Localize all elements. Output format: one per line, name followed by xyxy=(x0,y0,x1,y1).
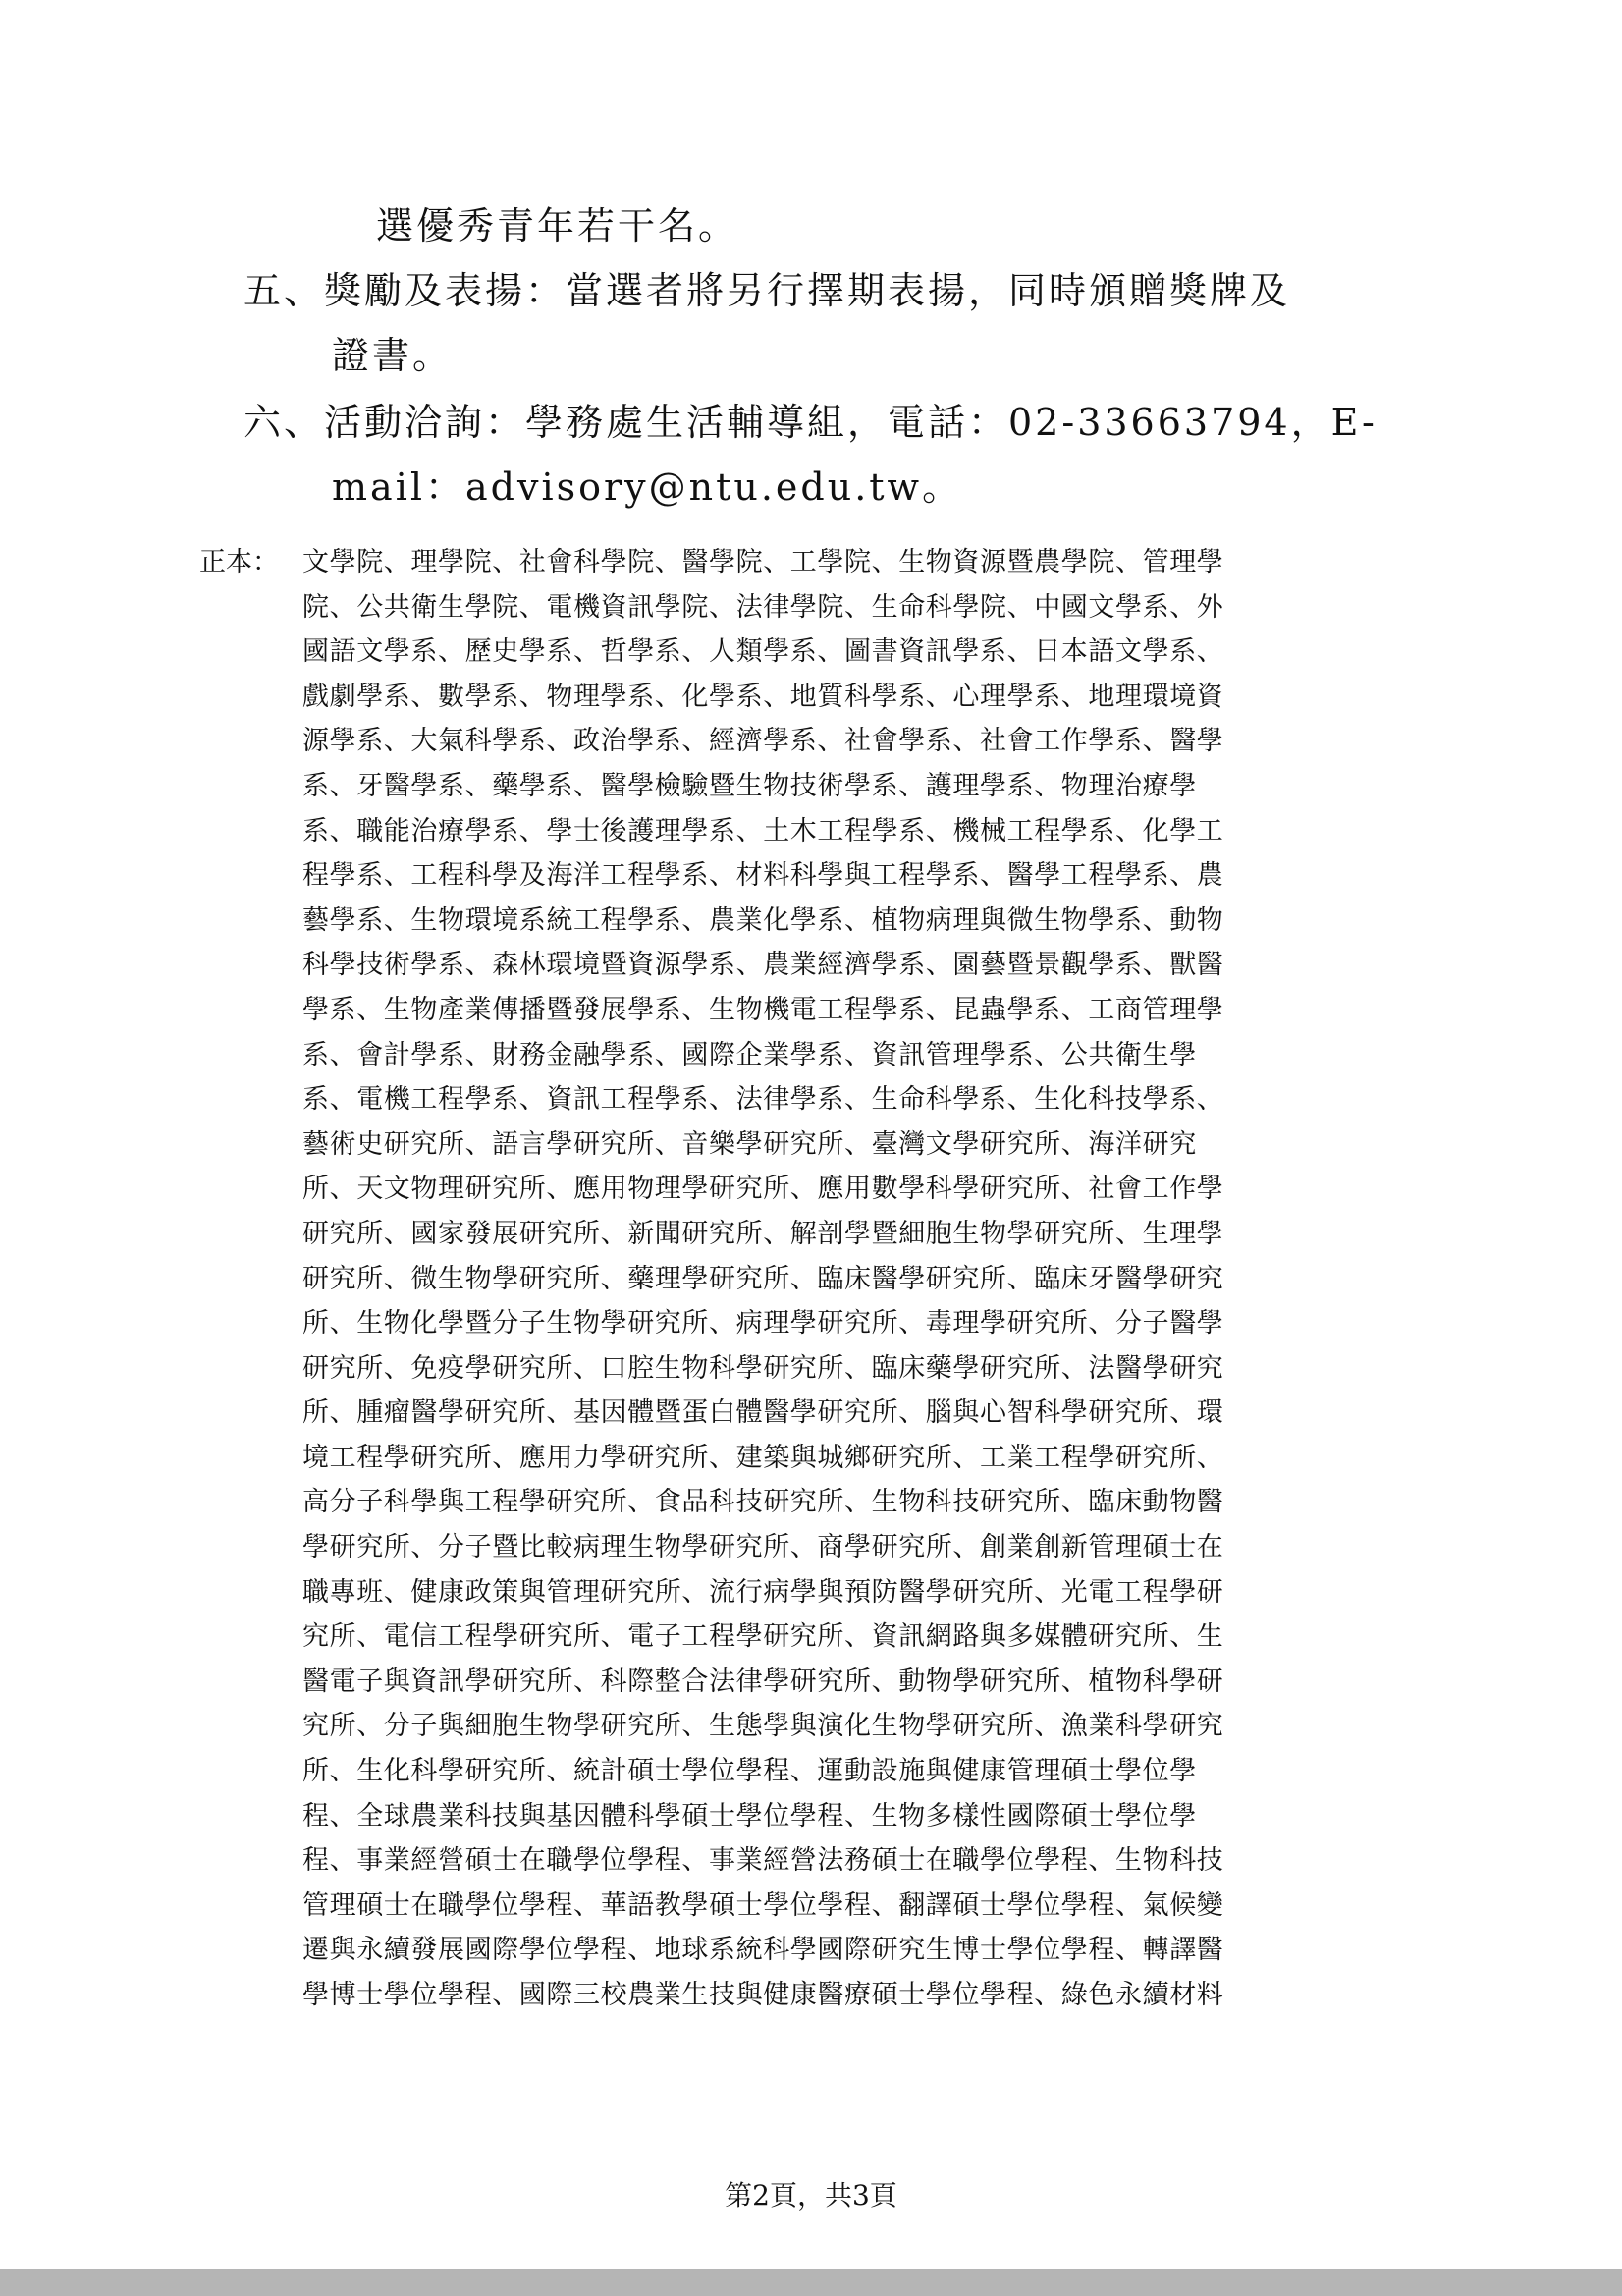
cc-line: 藝學系、生物環境系統工程學系、農業化學系、植物病理與微生物學系、動物 xyxy=(302,904,1224,936)
cc-line: 程學系、工程科學及海洋工程學系、材料科學與工程學系、醫學工程學系、農 xyxy=(302,860,1224,892)
body-line-2: 五、獎勵及表揚：當選者將另行擇期表揚，同時頒贈獎牌及 xyxy=(243,269,1291,312)
cc-line: 系、會計學系、財務金融學系、國際企業學系、資訊管理學系、公共衛生學 xyxy=(302,1039,1197,1070)
cc-line: 究所、分子與細胞生物學研究所、生態學與演化生物學研究所、漁業科學研究 xyxy=(302,1711,1224,1742)
cc-line: 管理碩士在職學位學程、華語教學碩士學位學程、翻譯碩士學位學程、氣候變 xyxy=(302,1889,1224,1921)
cc-line: 所、生化科學研究所、統計碩士學位學程、運動設施與健康管理碩士學位學 xyxy=(302,1756,1197,1787)
cc-line: 院、公共衛生學院、電機資訊學院、法律學院、生命科學院、中國文學系、外 xyxy=(302,591,1224,623)
cc-line: 所、生物化學暨分子生物學研究所、病理學研究所、毒理學研究所、分子醫學 xyxy=(302,1308,1224,1339)
cc-line: 程、全球農業科技與基因體科學碩士學位學程、生物多樣性國際碩士學位學 xyxy=(302,1800,1197,1831)
cc-line: 系、電機工程學系、資訊工程學系、法律學系、生命科學系、生化科技學系、 xyxy=(302,1084,1224,1116)
body-line-5: mail：advisory@ntu.edu.tw。 xyxy=(332,465,963,509)
cc-line: 醫電子與資訊學研究所、科際整合法律學研究所、動物學研究所、植物科學研 xyxy=(302,1666,1224,1697)
cc-line: 高分子科學與工程學研究所、食品科技研究所、生物科技研究所、臨床動物醫 xyxy=(302,1487,1224,1518)
cc-line: 學系、生物產業傳播暨發展學系、生物機電工程學系、昆蟲學系、工商管理學 xyxy=(302,994,1224,1025)
cc-line: 研究所、國家發展研究所、新聞研究所、解剖學暨細胞生物學研究所、生理學 xyxy=(302,1218,1224,1249)
cc-line: 國語文學系、歷史學系、哲學系、人類學系、圖書資訊學系、日本語文學系、 xyxy=(302,636,1224,668)
cc-line: 研究所、免疫學研究所、口腔生物科學研究所、臨床藥學研究所、法醫學研究 xyxy=(302,1352,1224,1384)
cc-line: 系、職能治療學系、學士後護理學系、土木工程學系、機械工程學系、化學工 xyxy=(302,815,1224,847)
cc-line: 研究所、微生物學研究所、藥理學研究所、臨床醫學研究所、臨床牙醫學研究 xyxy=(302,1263,1224,1294)
cc-line: 程、事業經營碩士在職學位學程、事業經營法務碩士在職學位學程、生物科技 xyxy=(302,1845,1224,1877)
body-line-4: 六、活動洽詢：學務處生活輔導組，電話：02-33663794，E- xyxy=(243,401,1378,444)
body-line-1: 選優秀青年若干名。 xyxy=(376,204,739,247)
cc-line: 源學系、大氣科學系、政治學系、經濟學系、社會學系、社會工作學系、醫學 xyxy=(302,726,1224,757)
cc-line: 所、腫瘤醫學研究所、基因體暨蛋白體醫學研究所、腦與心智科學研究所、環 xyxy=(302,1397,1224,1429)
cc-line: 學博士學位學程、國際三校農業生技與健康醫療碩士學位學程、綠色永續材料 xyxy=(302,1980,1224,2010)
cc-line: 所、天文物理研究所、應用物理學研究所、應用數學科學研究所、社會工作學 xyxy=(302,1174,1224,1205)
page-number: 第2頁，共3頁 xyxy=(725,2179,897,2212)
cc-line: 戲劇學系、數學系、物理學系、化學系、地質科學系、心理學系、地理環境資 xyxy=(302,681,1224,712)
cc-label: 正本： xyxy=(199,547,279,577)
cc-recipients xyxy=(302,540,1432,2018)
cc-line: 境工程學研究所、應用力學研究所、建築與城鄉研究所、工業工程學研究所、 xyxy=(302,1442,1224,1473)
cc-line: 究所、電信工程學研究所、電子工程學研究所、資訊網路與多媒體研究所、生 xyxy=(302,1621,1224,1653)
cc-line: 文學院、理學院、社會科學院、醫學院、工學院、生物資源暨農學院、管理學 xyxy=(302,547,1224,577)
body-line-3: 證書。 xyxy=(332,334,454,377)
cc-line: 遷與永續發展國際學位學程、地球系統科學國際研究生博士學位學程、轉譯醫 xyxy=(302,1935,1224,1966)
cc-line: 科學技術學系、森林環境暨資源學系、農業經濟學系、園藝暨景觀學系、獸醫 xyxy=(302,950,1224,981)
cc-line: 藝術史研究所、語言學研究所、音樂學研究所、臺灣文學研究所、海洋研究 xyxy=(302,1128,1197,1160)
viewer-bottom-bar xyxy=(0,2269,1622,2296)
cc-line: 系、牙醫學系、藥學系、醫學檢驗暨生物技術學系、護理學系、物理治療學 xyxy=(302,770,1197,801)
cc-line: 職專班、健康政策與管理研究所、流行病學與預防醫學研究所、光電工程學研 xyxy=(302,1576,1224,1608)
cc-line: 學研究所、分子暨比較病理生物學研究所、商學研究所、創業創新管理碩士在 xyxy=(302,1532,1224,1563)
